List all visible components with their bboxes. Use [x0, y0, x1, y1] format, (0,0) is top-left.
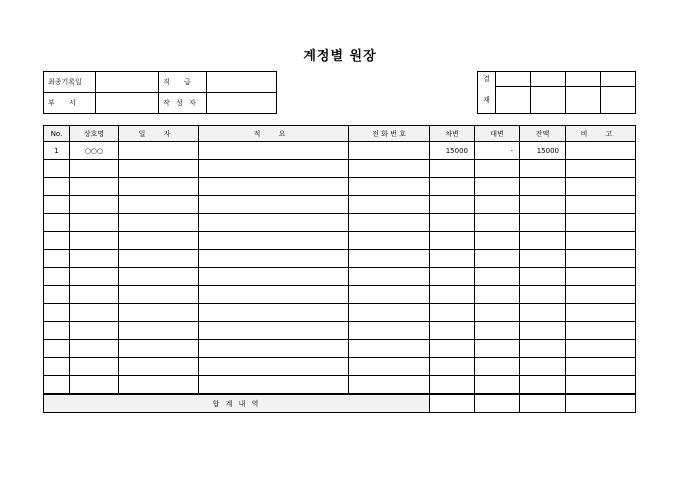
table-row	[44, 340, 636, 358]
col-header-company: 상호명	[70, 126, 119, 142]
row-company[interactable]	[70, 214, 119, 232]
row-date[interactable]	[119, 376, 199, 395]
row-debit[interactable]	[430, 340, 475, 358]
table-row	[44, 196, 636, 214]
row-date[interactable]	[119, 268, 199, 286]
row-note[interactable]	[566, 142, 636, 160]
row-company[interactable]	[70, 304, 119, 322]
row-summary[interactable]	[199, 232, 349, 250]
row-credit[interactable]	[475, 214, 520, 232]
row-balance[interactable]	[520, 160, 566, 178]
approval-sign-cell[interactable]	[496, 87, 531, 114]
row-summary[interactable]	[199, 340, 349, 358]
approval-header-cell	[601, 72, 636, 87]
approval-label-top: 결	[478, 72, 496, 87]
col-header-credit: 대변	[475, 126, 520, 142]
info-row	[44, 72, 277, 93]
last-record-date-label: 최종기록일	[44, 72, 96, 93]
row-summary[interactable]	[199, 196, 349, 214]
row-company[interactable]	[70, 160, 119, 178]
col-header-no: No.	[44, 126, 70, 142]
total-note[interactable]	[566, 394, 636, 413]
row-phone[interactable]	[349, 322, 430, 340]
col-header-balance: 잔액	[520, 126, 566, 142]
approval-header-cell	[496, 72, 531, 87]
row-phone[interactable]	[349, 250, 430, 268]
row-debit[interactable]	[430, 376, 475, 395]
row-note[interactable]	[566, 178, 636, 196]
department-value[interactable]	[96, 93, 159, 114]
row-credit[interactable]	[475, 196, 520, 214]
row-no	[44, 214, 70, 232]
col-header-phone: 전 화 번 호	[349, 126, 430, 142]
row-balance[interactable]	[520, 196, 566, 214]
approval-sign-cell[interactable]	[531, 87, 566, 114]
row-credit[interactable]	[475, 286, 520, 304]
row-date[interactable]	[119, 322, 199, 340]
row-credit[interactable]	[475, 340, 520, 358]
row-note[interactable]	[566, 250, 636, 268]
row-company[interactable]	[70, 178, 119, 196]
row-credit[interactable]: -	[475, 142, 520, 160]
row-note[interactable]	[566, 160, 636, 178]
table-row	[44, 358, 636, 376]
row-date[interactable]	[119, 250, 199, 268]
row-no	[44, 196, 70, 214]
row-no	[44, 304, 70, 322]
row-balance[interactable]	[520, 340, 566, 358]
col-header-summary: 적 요	[199, 126, 349, 142]
row-date[interactable]	[119, 160, 199, 178]
table-row	[44, 160, 636, 178]
total-label: 합 계 내 역	[44, 394, 430, 413]
row-credit[interactable]	[475, 358, 520, 376]
row-no	[44, 340, 70, 358]
row-summary[interactable]	[199, 268, 349, 286]
row-date[interactable]	[119, 340, 199, 358]
row-debit[interactable]	[430, 160, 475, 178]
row-debit[interactable]	[430, 178, 475, 196]
row-phone[interactable]	[349, 178, 430, 196]
row-no	[44, 286, 70, 304]
row-debit[interactable]	[430, 250, 475, 268]
row-debit[interactable]	[430, 268, 475, 286]
row-phone[interactable]	[349, 358, 430, 376]
row-balance[interactable]	[520, 250, 566, 268]
row-no	[44, 160, 70, 178]
row-note[interactable]	[566, 232, 636, 250]
row-credit[interactable]	[475, 322, 520, 340]
row-credit[interactable]	[475, 250, 520, 268]
row-company[interactable]	[70, 286, 119, 304]
row-phone[interactable]	[349, 286, 430, 304]
row-debit[interactable]	[430, 322, 475, 340]
row-credit[interactable]	[475, 160, 520, 178]
info-table	[43, 71, 277, 114]
row-credit[interactable]	[475, 268, 520, 286]
row-balance[interactable]	[520, 322, 566, 340]
last-record-date-value[interactable]	[96, 72, 159, 93]
row-summary[interactable]	[199, 160, 349, 178]
table-row	[44, 232, 636, 250]
ledger-header-row	[44, 126, 636, 142]
row-summary[interactable]	[199, 286, 349, 304]
total-debit[interactable]	[430, 394, 475, 413]
row-date[interactable]	[119, 142, 199, 160]
page-title: 계정별 원장	[303, 49, 377, 64]
row-date[interactable]	[119, 196, 199, 214]
position-value[interactable]	[207, 72, 277, 93]
row-company[interactable]	[70, 376, 119, 395]
table-row	[44, 322, 636, 340]
row-summary[interactable]	[199, 304, 349, 322]
row-balance[interactable]	[520, 214, 566, 232]
row-date[interactable]	[119, 358, 199, 376]
row-debit[interactable]	[430, 232, 475, 250]
approval-sign-cell[interactable]	[566, 87, 601, 114]
row-note[interactable]	[566, 340, 636, 358]
row-no	[44, 250, 70, 268]
row-date[interactable]	[119, 232, 199, 250]
row-date[interactable]	[119, 304, 199, 322]
total-credit[interactable]	[475, 394, 520, 413]
row-company[interactable]	[70, 196, 119, 214]
row-company[interactable]	[70, 358, 119, 376]
row-balance[interactable]	[520, 286, 566, 304]
row-no	[44, 322, 70, 340]
row-summary[interactable]	[199, 178, 349, 196]
total-row	[44, 394, 636, 413]
row-date[interactable]	[119, 178, 199, 196]
row-debit[interactable]	[430, 286, 475, 304]
col-header-date: 일 자	[119, 126, 199, 142]
row-debit[interactable]	[430, 304, 475, 322]
row-no	[44, 232, 70, 250]
row-credit[interactable]	[475, 178, 520, 196]
row-phone[interactable]	[349, 196, 430, 214]
table-row	[44, 142, 636, 160]
row-note[interactable]	[566, 268, 636, 286]
row-credit[interactable]	[475, 376, 520, 395]
row-company[interactable]: ○○○	[70, 142, 119, 160]
row-no	[44, 178, 70, 196]
row-note[interactable]	[566, 322, 636, 340]
row-balance[interactable]: 15000	[520, 142, 566, 160]
row-phone[interactable]	[349, 304, 430, 322]
row-credit[interactable]	[475, 232, 520, 250]
row-date[interactable]	[119, 286, 199, 304]
info-row	[44, 93, 277, 114]
row-phone[interactable]	[349, 268, 430, 286]
row-summary[interactable]	[199, 376, 349, 395]
row-balance[interactable]	[520, 304, 566, 322]
row-note[interactable]	[566, 358, 636, 376]
approval-box	[477, 71, 636, 114]
col-header-debit: 차변	[430, 126, 475, 142]
row-phone[interactable]	[349, 214, 430, 232]
row-balance[interactable]	[520, 268, 566, 286]
department-label: 부 서	[44, 93, 96, 114]
row-date[interactable]	[119, 214, 199, 232]
table-row	[44, 250, 636, 268]
row-debit[interactable]	[430, 214, 475, 232]
row-debit[interactable]	[430, 196, 475, 214]
table-row	[44, 214, 636, 232]
approval-sign-cell[interactable]	[601, 87, 636, 114]
ledger-table	[43, 125, 636, 413]
row-balance[interactable]	[520, 376, 566, 395]
row-no	[44, 376, 70, 395]
row-balance[interactable]	[520, 358, 566, 376]
row-phone[interactable]	[349, 142, 430, 160]
row-debit[interactable]	[430, 358, 475, 376]
row-phone[interactable]	[349, 376, 430, 395]
col-header-note: 비 고	[566, 126, 636, 142]
row-balance[interactable]	[520, 178, 566, 196]
row-phone[interactable]	[349, 232, 430, 250]
approval-header-cell	[566, 72, 601, 87]
row-company[interactable]	[70, 340, 119, 358]
row-no	[44, 358, 70, 376]
row-no	[44, 268, 70, 286]
row-summary[interactable]	[199, 250, 349, 268]
table-row	[44, 268, 636, 286]
table-row	[44, 286, 636, 304]
row-summary[interactable]	[199, 322, 349, 340]
row-credit[interactable]	[475, 304, 520, 322]
row-note[interactable]	[566, 196, 636, 214]
row-balance[interactable]	[520, 232, 566, 250]
row-summary[interactable]	[199, 142, 349, 160]
row-phone[interactable]	[349, 340, 430, 358]
author-label: 작 성 자	[159, 93, 207, 114]
table-row	[44, 304, 636, 322]
author-value[interactable]	[207, 93, 277, 114]
row-company[interactable]	[70, 322, 119, 340]
row-company[interactable]	[70, 268, 119, 286]
table-row	[44, 376, 636, 395]
approval-header-cell	[531, 72, 566, 87]
position-label: 직 급	[159, 72, 207, 93]
row-note[interactable]	[566, 376, 636, 395]
row-summary[interactable]	[199, 214, 349, 232]
row-no: 1	[44, 142, 70, 160]
row-note[interactable]	[566, 304, 636, 322]
row-note[interactable]	[566, 286, 636, 304]
row-note[interactable]	[566, 214, 636, 232]
row-company[interactable]	[70, 232, 119, 250]
row-summary[interactable]	[199, 358, 349, 376]
total-balance[interactable]	[520, 394, 566, 413]
row-debit[interactable]: 15000	[430, 142, 475, 160]
row-phone[interactable]	[349, 160, 430, 178]
approval-label-bottom: 재	[478, 87, 496, 114]
table-row	[44, 178, 636, 196]
row-company[interactable]	[70, 250, 119, 268]
